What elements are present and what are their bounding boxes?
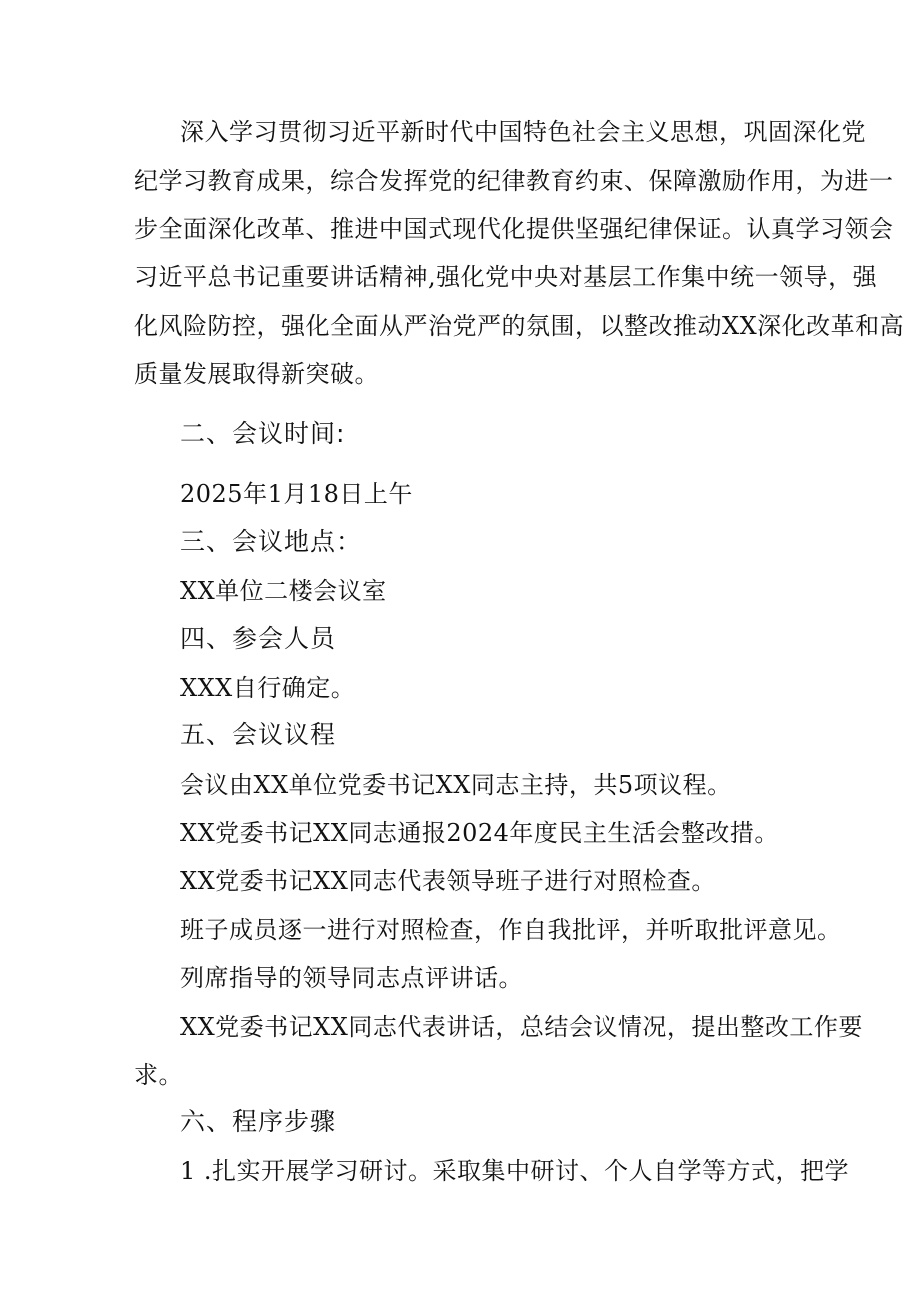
intro-line-6: 质量发展取得新突破。 (134, 360, 379, 388)
intro-line-3: 步全面深化改革、推进中国式现代化提供坚强纪律保证。认真学习领会 (134, 215, 894, 243)
meeting-location-value: XX单位二楼会议室 (180, 577, 387, 605)
intro-line-4: 习近平总书记重要讲话精神,强化党中央对基层工作集中统一领导，强 (134, 263, 878, 291)
intro-line-2: 纪学习教育成果，综合发挥党的纪律教育约束、保障激励作用，为进一 (134, 167, 894, 195)
agenda-item: 班子成员逐一进行对照检查，作自我批评，并听取批评意见。 (180, 916, 842, 944)
section-heading-agenda: 五、会议议程 (180, 720, 337, 749)
section-heading-meeting-time: 二、会议时间: (180, 419, 346, 448)
agenda-item: XX党委书记XX同志代表领导班子进行对照检查。 (180, 867, 716, 895)
section-heading-meeting-location: 三、会议地点： (180, 527, 363, 556)
intro-line-1: 深入学习贯彻习近平新时代中国特色社会主义思想，巩固深化党 (180, 118, 866, 146)
agenda-item-last-line-2: 求。 (134, 1061, 183, 1089)
attendees-value: XXX自行确定。 (180, 674, 356, 702)
agenda-item: XX党委书记XX同志通报2024年度民主生活会整改措。 (180, 819, 779, 847)
procedure-step-1: 1 .扎实开展学习研讨。采取集中研讨、个人自学等方式，把学 (180, 1157, 850, 1185)
agenda-item: 列席指导的领导同志点评讲话。 (180, 964, 523, 992)
agenda-item: 会议由XX单位党委书记XX同志主持，共5项议程。 (180, 771, 732, 799)
intro-line-5: 化风险防控，强化全面从严治党严的氛围，以整改推动XX深化改革和高 (134, 312, 905, 340)
meeting-time-value: 2025年1月18日上午 (180, 480, 413, 508)
section-heading-procedure: 六、程序步骤 (180, 1107, 337, 1136)
agenda-item-last-line-1: XX党委书记XX同志代表讲话，总结会议情况，提出整改工作要 (180, 1013, 863, 1041)
section-heading-attendees: 四、参会人员 (180, 624, 337, 653)
